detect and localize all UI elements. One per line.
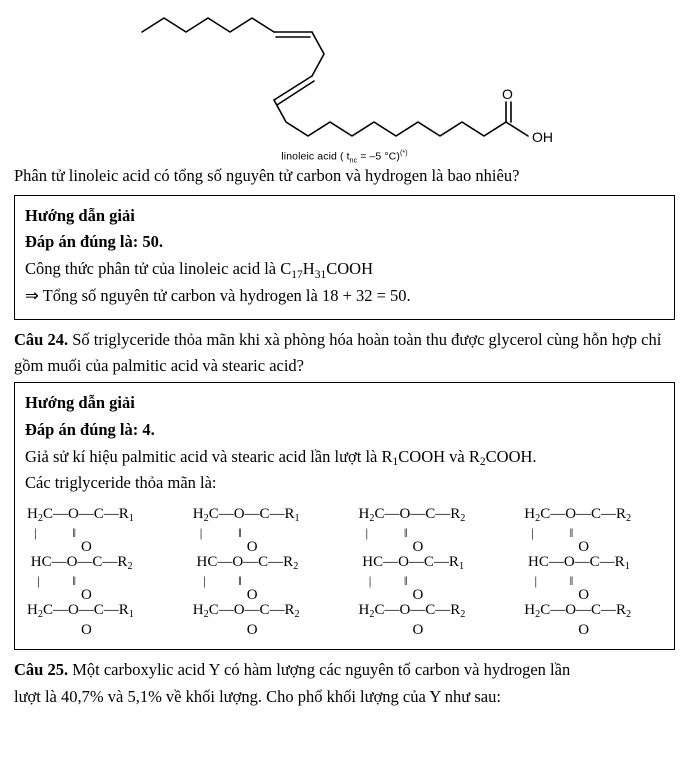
tri1-mid-index: 2: [127, 560, 133, 572]
correct-answer-1: Đáp án đúng là: 50.: [25, 232, 164, 252]
tri2-bond2: | ‖: [199, 572, 242, 588]
tri1-top-index: 1: [128, 512, 134, 524]
triglyceride-structure-4: [524, 507, 664, 638]
tri3-line2: $HC—O—C—R_1$: [358, 553, 465, 572]
tri3-top-index: 2: [460, 512, 466, 524]
tri2-mid-index: 2: [293, 560, 299, 572]
tri1-o2: O: [36, 586, 92, 603]
tri2-line2: $HC—O—C—R_2$: [192, 553, 299, 572]
molecular-formula-line: [25, 256, 664, 283]
caption-subscript: nc: [349, 157, 358, 165]
figure-caption: [14, 150, 675, 165]
question-25-label: Câu 25.: [14, 659, 69, 679]
tri2-o1: O: [201, 538, 258, 555]
tri2-o3: O: [201, 621, 258, 638]
caption-text-mid: = –5 °C): [357, 150, 400, 163]
solution-heading-2: Hướng dẫn giải: [25, 393, 135, 413]
tri1-line2: $HC—O—C—R_2$: [27, 553, 133, 572]
question-24-label: Câu 24.: [14, 329, 69, 349]
tri1-line3: $H_2C—O—C—R_1$: [27, 601, 134, 620]
tri4-bot-index: 2: [626, 608, 632, 620]
formula-sub-31: 31: [314, 268, 327, 281]
tri4-line3: $H_2C—O—C—R_2$: [524, 601, 632, 620]
assumption-post: COOH.: [485, 446, 537, 466]
tri1-line1: $H_2C—O—C—R_1$: [27, 505, 134, 524]
r2-sub: 2: [479, 455, 486, 468]
caption-text-main: linoleic acid ( t: [281, 150, 350, 163]
tri3-mid-index: 1: [458, 560, 465, 572]
tri3-bond2: | ‖: [365, 572, 408, 588]
tri2-o2: O: [201, 586, 258, 603]
question-25: [14, 657, 675, 684]
structures-intro: Các triglyceride thỏa mãn là:: [25, 473, 217, 493]
tri4-mid-index: 1: [624, 560, 630, 572]
solution-heading-1: Hướng dẫn giải: [25, 205, 135, 225]
tri4-line2: $HC—O—C—R_1$: [524, 553, 630, 572]
skeletal-formula-svg: [124, 2, 584, 152]
r1-sub: 1: [392, 455, 399, 468]
assumption-mid: COOH và R: [398, 446, 480, 466]
tri3-line3: $H_2C—O—C—R_2$: [358, 601, 466, 620]
tri2-line3: $H_2C—O—C—R_2$: [192, 601, 300, 620]
question-24: [14, 327, 675, 380]
formula-pre: Công thức phân tử của linoleic acid là C: [25, 259, 292, 279]
tri1-bond1: | ‖: [34, 524, 77, 540]
question-intro-text: Phân tử linoleic acid có tổng số nguyên tử carbon và hydrogen là bao nhiêu?: [14, 166, 520, 185]
tri3-bot-index: 2: [460, 608, 466, 620]
tri3-bond1: | ‖: [365, 524, 408, 540]
hydroxyl-label: OH: [532, 129, 553, 145]
total-atoms-line: ⇒ Tổng số nguyên tử carbon và hydrogen là 18 + 32 = 50.: [25, 285, 411, 305]
question-24-text: Số triglyceride thỏa mãn khi xà phòng hóa hoàn toàn thu được glycerol cùng hỗn hợp chỉ gồm muối của palmitic acid và stearic acid?: [14, 329, 662, 376]
tri1-bond2: | ‖: [34, 572, 77, 588]
tri4-bond2: | ‖: [531, 572, 574, 588]
tri1-o3: O: [36, 621, 92, 638]
formula-mid: H: [302, 259, 315, 279]
tri3-line1: $H_2C—O—C—R_2$: [358, 505, 466, 524]
assumption-pre: Giả sử kí hiệu palmitic acid và stearic acid lần lượt là R: [25, 446, 393, 466]
tri1-o1: O: [36, 538, 92, 555]
tri4-o3: O: [533, 621, 590, 638]
tri4-o1: O: [533, 538, 590, 555]
caption-superscript: (*): [399, 150, 408, 157]
assumption-line: [25, 444, 664, 471]
triglyceride-structure-1: [27, 507, 167, 638]
linoleic-acid-structure-figure: [14, 0, 675, 165]
tri4-o2: O: [533, 586, 590, 603]
solution-box-1: [14, 195, 675, 320]
tri3-o3: O: [367, 621, 424, 638]
correct-answer-2: Đáp án đúng là: 4.: [25, 419, 155, 439]
formula-post: COOH: [326, 259, 374, 279]
tri2-line1: $H_2C—O—C—R_1$: [192, 505, 300, 524]
carbonyl-oxygen-label: O: [502, 86, 513, 102]
solution-box-2: [14, 382, 675, 650]
tri4-bond1: | ‖: [531, 524, 574, 540]
tri2-bot-index: 2: [294, 608, 300, 620]
tri2-bond1: | ‖: [199, 524, 242, 540]
tri1-bot-index: 1: [128, 608, 134, 620]
triglyceride-structure-2: [193, 507, 333, 638]
question-25-continued: lượt là 40,7% và 5,1% về khối lượng. Cho phổ khối lượng của Y như sau:: [14, 686, 501, 706]
tri3-o1: O: [367, 538, 424, 555]
formula-sub-17: 17: [291, 268, 303, 281]
tri2-top-index: 1: [294, 512, 300, 524]
tri3-o2: O: [367, 586, 424, 603]
question-25-text-line1: Một carboxylic acid Y có hàm lượng các nguyên tố carbon và hydrogen lần: [68, 659, 571, 679]
tri4-line1: $H_2C—O—C—R_2$: [524, 505, 632, 524]
triglyceride-structures-row: [27, 507, 664, 638]
triglyceride-structure-3: [359, 507, 499, 638]
tri4-top-index: 2: [626, 512, 632, 524]
